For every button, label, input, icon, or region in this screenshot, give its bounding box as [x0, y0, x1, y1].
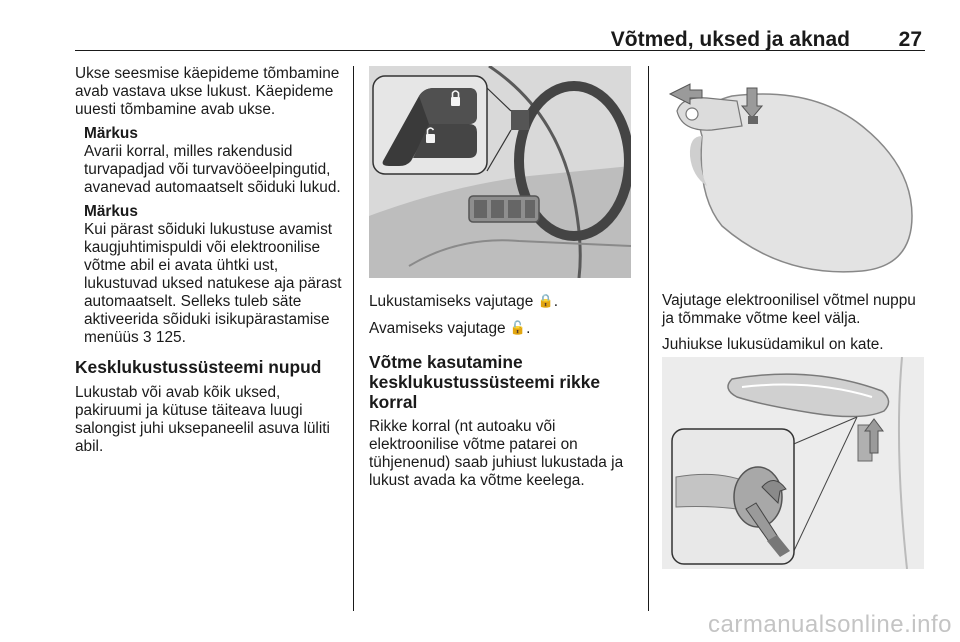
- door-panel-illustration: [369, 66, 631, 278]
- column-1: [75, 65, 347, 456]
- column-divider-1: [353, 66, 354, 611]
- lock-instruction-period: .: [553, 293, 559, 310]
- note-2-paragraph: [84, 221, 347, 347]
- page-reference-link[interactable]: 125.: [155, 329, 186, 346]
- section-heading-key-use: Võtme kasutamine kesklukustussüsteemi rikke korral: [369, 352, 601, 412]
- note-2: [84, 203, 347, 347]
- electronic-key-illustration: [662, 66, 924, 278]
- unlocked-padlock-icon: 🔓: [509, 320, 527, 335]
- page-reference-arrow: 3: [143, 329, 152, 346]
- unlock-instruction-period: .: [526, 320, 531, 337]
- lock-instruction: [369, 292, 641, 311]
- intro-paragraph: Ukse seesmise käepideme tõmbamine avab vastava ukse lukust. Käepideme uuesti tõmbamine avab ukse.: [75, 65, 340, 118]
- lock-cylinder-cover-note: Juhiukse lukusüdamikul on kate.: [662, 336, 884, 353]
- note-2-text: Kui pärast sõiduki lukustuse avamist kaugjuhtimispuldi või elektroonilise võtme abil ei avata ühtki ust, lukustuvad uksed natukese aja pärast automaatselt. Selleks tuleb säte aktiveerida sõiduki isikupärastamise menüüs: [84, 221, 342, 346]
- key-blade-instruction: Vajutage elektroonilisel võtmel nuppu ja tõmmake võtme keel välja.: [662, 292, 916, 327]
- key-use-body: Rikke korral (nt autoaku või elektroonilise võtme patarei on tühjenenud) saab juhiust lukustada ja lukust avada ka võtme keelega.: [369, 418, 624, 489]
- unlock-instruction-text: Avamiseks vajutage: [369, 320, 506, 337]
- section-heading-central-locking-buttons: Kesklukustussüsteemi nupud: [75, 357, 322, 377]
- column-2: [369, 292, 641, 490]
- central-locking-body: Lukustab või avab kõik uksed, pakiruumi ja kütuse täiteava luugi salongist juhi uksepaneelil asuva lüliti abil.: [75, 384, 330, 455]
- note-1-label: Märkus: [84, 125, 138, 142]
- column-3: [662, 292, 927, 354]
- lock-instruction-text: Lukustamiseks vajutage: [369, 293, 534, 310]
- page-number: 27: [898, 28, 922, 51]
- note-2-label: Märkus: [84, 203, 138, 220]
- header-rule: [75, 50, 925, 51]
- watermark: carmanualsonline.info: [708, 611, 952, 638]
- page-header-title: Võtmed, uksed ja aknad: [610, 28, 850, 51]
- locked-padlock-icon: 🔒: [537, 293, 554, 308]
- column-divider-2: [648, 66, 649, 611]
- note-1-text: Avarii korral, milles rakendusid turvapadjad või turvavööeelpingutid, avanevad automaatselt sõiduki lukud.: [84, 143, 341, 196]
- unlock-instruction: [369, 319, 641, 338]
- door-handle-illustration: [662, 357, 924, 569]
- note-1: [84, 125, 347, 197]
